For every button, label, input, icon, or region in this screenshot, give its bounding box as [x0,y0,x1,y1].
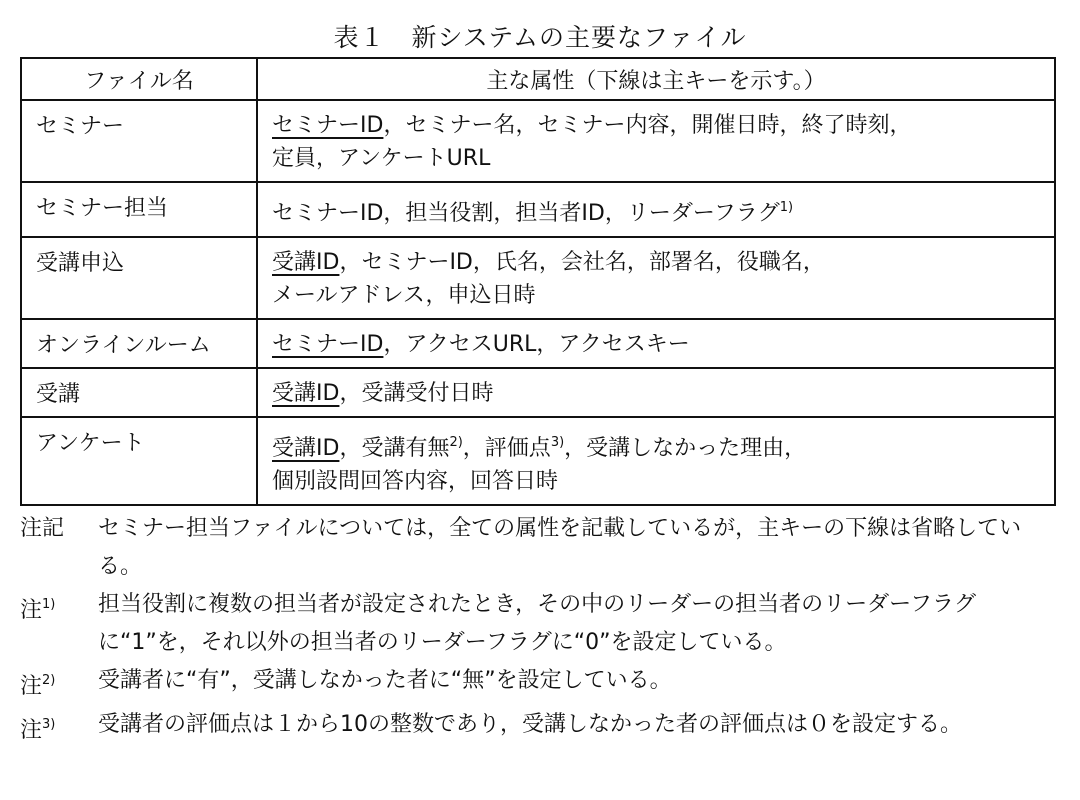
file-name-cell: 受講 [21,368,257,417]
file-name-cell: セミナー [21,100,257,182]
notes-section [20,510,1070,750]
attribute-text: 個別設問回答内容，回答日時 [272,469,559,494]
footnote-ref: 3) [42,717,56,732]
table-row [21,237,1055,319]
footnote-ref: 1) [779,200,794,215]
attributes-cell [257,182,1055,237]
attribute-text: ，評価点 [462,436,551,461]
header-file-name: ファイル名 [21,58,257,100]
attribute-text: ，受講有無 [339,436,450,461]
attributes-cell [257,319,1055,368]
note-text: 受講者に“有”，受講しなかった者に“無”を設定している。 [98,668,672,693]
note-label-text: 注 [20,598,43,623]
note-label [20,662,98,706]
note-1 [20,586,1070,662]
note-label-text: 注 [20,674,43,699]
table-row [21,368,1055,417]
file-name-cell: アンケート [21,417,257,505]
table-header-row [21,58,1055,100]
table-row [21,182,1055,237]
file-name-cell: セミナー担当 [21,182,257,237]
file-name-cell: 受講申込 [21,237,257,319]
note-text: 受講者の評価点は１から10の整数であり，受講しなかった者の評価点は０を設定する。 [98,712,962,737]
file-table [20,57,1056,506]
table-title: 表１ 新システムの主要なファイル [333,23,747,52]
note-label: 注記 [20,516,65,541]
primary-key: 受講ID [272,436,340,461]
attributes-cell [257,368,1055,417]
attribute-text: ，セミナーID，氏名，会社名，部署名，役職名， [339,250,825,275]
note-3 [20,706,1070,750]
note-label [20,706,98,750]
note-label-text: 注 [20,718,43,743]
footnote-ref: 1) [42,597,56,612]
attribute-text: ，セミナー名，セミナー内容，開催日時，終了時刻， [383,113,912,138]
attribute-text: セミナーID，担当役割，担当者ID，リーダーフラグ [272,201,780,226]
attributes-cell [257,100,1055,182]
attributes-cell [257,417,1055,505]
primary-key: セミナーID [272,113,384,138]
attribute-text: ，受講しなかった理由， [564,436,807,461]
attribute-text: メールアドレス，申込日時 [272,283,536,308]
table-row [21,417,1055,505]
footnote-ref: 3) [550,435,565,450]
primary-key: セミナーID [272,332,384,357]
note-label [20,586,98,662]
note-general [20,510,1070,586]
primary-key: 受講ID [272,381,340,406]
attribute-text: ，受講受付日時 [339,381,494,406]
note-2 [20,662,1070,706]
footnote-ref: 2) [449,435,463,450]
header-attributes: 主な属性（下線は主キーを示す。） [257,58,1055,100]
footnote-ref: 2) [42,673,56,688]
note-text: 担当役割に複数の担当者が設定されたとき，その中のリーダーの担当者のリーダーフラグに“1”を，それ以外の担当者のリーダーフラグに“0”を設定している。 [98,592,977,655]
table-row [21,100,1055,182]
primary-key: 受講ID [272,250,340,275]
note-text: セミナー担当ファイルについては，全ての属性を記載しているが，主キーの下線は省略している。 [98,516,1022,579]
table-row [21,319,1055,368]
attributes-cell [257,237,1055,319]
attribute-text: ，アクセスURL，アクセスキー [383,332,690,357]
attribute-text: 定員，アンケートURL [272,146,491,171]
file-name-cell: オンラインルーム [21,319,257,368]
